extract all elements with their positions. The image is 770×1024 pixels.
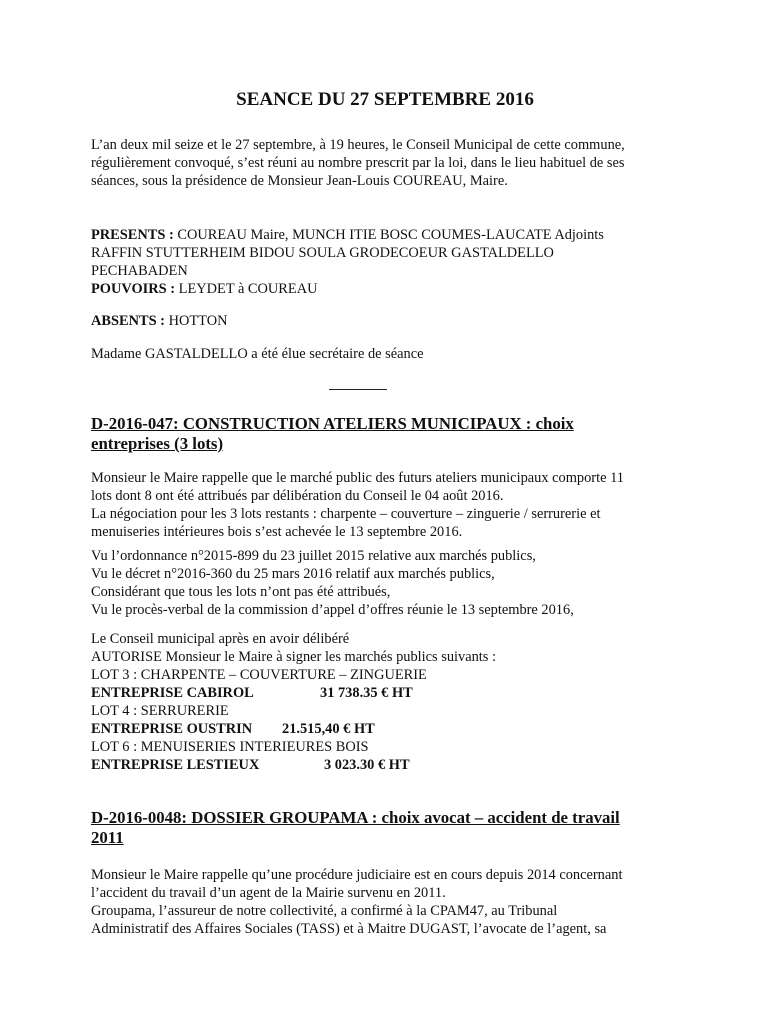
presents-line <box>91 226 751 244</box>
paragraph-line: Monsieur le Maire rappelle qu’une procédure judiciaire est en cours depuis 2014 concernant <box>91 867 623 883</box>
paragraph-line: Groupama, l’assureur de notre collectivité, a confirmé à la CPAM47, au Tribunal <box>91 903 558 919</box>
separator-rule <box>329 389 387 390</box>
presents-line: RAFFIN STUTTERHEIM BIDOU SOULA GRODECOEUR GASTALDELLO <box>91 245 554 261</box>
secretary-line: Madame GASTALDELLO a été élue secrétaire de séance <box>91 346 424 362</box>
paragraph-line: Monsieur le Maire rappelle que le marché public des futurs ateliers municipaux comporte 11 <box>91 470 624 486</box>
section2-heading-line: 2011 <box>91 828 124 847</box>
paragraph-line: menuiseries intérieures bois s’est achevée le 13 septembre 2016. <box>91 524 463 540</box>
lot4-award <box>91 720 751 738</box>
absents-label: ABSENTS : <box>91 313 165 329</box>
absents-line <box>91 312 751 330</box>
section2-heading-line: D-2016-0048: DOSSIER GROUPAMA : choix avocat – accident de travail <box>91 808 620 827</box>
paragraph-line: Administratif des Affaires Sociales (TASS) et à Maitre DUGAST, l’avocate de l’agent, sa <box>91 921 607 937</box>
lot3-label: LOT 3 : CHARPENTE – COUVERTURE – ZINGUERIE <box>91 667 427 683</box>
paragraph-line: Vu l’ordonnance n°2015-899 du 23 juillet 2015 relative aux marchés publics, <box>91 548 536 564</box>
absents-block <box>91 312 751 330</box>
section2-heading <box>91 808 731 848</box>
section1-decision <box>91 630 751 774</box>
decision-authorise: AUTORISE Monsieur le Maire à signer les marchés publics suivants : <box>91 649 496 665</box>
paragraph-line: l’accident du travail d’un agent de la Mairie survenu en 2011. <box>91 885 446 901</box>
intro-line: séances, sous la présidence de Monsieur Jean-Louis COUREAU, Maire. <box>91 173 508 189</box>
presents-block <box>91 226 751 298</box>
lot6-award <box>91 756 751 774</box>
page-title: SEANCE DU 27 SEPTEMBRE 2016 <box>236 89 534 110</box>
lot6-company: ENTREPRISE LESTIEUX <box>91 757 260 773</box>
paragraph-line: La négociation pour les 3 lots restants : charpente – couverture – zinguerie / serrurerie et <box>91 506 601 522</box>
section1-heading-line: D-2016-047: CONSTRUCTION ATELIERS MUNICIPAUX : choix <box>91 414 574 433</box>
lot3-award <box>91 684 751 702</box>
lot4-amount: 21.515,40 € HT <box>282 721 375 737</box>
presents-names: COUREAU Maire, MUNCH ITIE BOSC COUMES-LAUCATE Adjoints <box>173 227 604 243</box>
lot4-label: LOT 4 : SERRURERIE <box>91 703 229 719</box>
lot3-amount: 31 738.35 € HT <box>320 685 413 701</box>
pouvoirs-value: LEYDET à COUREAU <box>175 281 318 297</box>
lot6-amount: 3 023.30 € HT <box>324 757 410 773</box>
section1-heading <box>91 414 731 454</box>
paragraph-line: Considérant que tous les lots n’ont pas été attribués, <box>91 584 391 600</box>
section1-paragraph1 <box>91 469 751 541</box>
secretary-block <box>91 345 751 363</box>
paragraph-line: Vu le décret n°2016-360 du 25 mars 2016 relatif aux marchés publics, <box>91 566 495 582</box>
pouvoirs-line <box>91 280 751 298</box>
section1-paragraph2 <box>91 547 751 619</box>
pouvoirs-label: POUVOIRS : <box>91 281 176 297</box>
intro-line: régulièrement convoqué, s’est réuni au nombre prescrit par la loi, dans le lieu habituel de ses <box>91 155 625 171</box>
decision-intro: Le Conseil municipal après en avoir délibéré <box>91 631 350 647</box>
intro-line: L’an deux mil seize et le 27 septembre, à 19 heures, le Conseil Municipal de cette commune, <box>91 137 625 153</box>
paragraph-line: Vu le procès-verbal de la commission d’appel d’offres réunie le 13 septembre 2016, <box>91 602 574 618</box>
presents-label: PRESENTS : <box>91 227 174 243</box>
section1-heading-line: entreprises (3 lots) <box>91 434 224 453</box>
presents-line: PECHABADEN <box>91 263 188 279</box>
lot4-company: ENTREPRISE OUSTRIN <box>91 721 253 737</box>
section2-paragraph1 <box>91 866 751 938</box>
paragraph-line: lots dont 8 ont été attribués par délibération du Conseil le 04 août 2016. <box>91 488 504 504</box>
intro-paragraph <box>91 136 751 190</box>
lot3-company: ENTREPRISE CABIROL <box>91 685 254 701</box>
lot6-label: LOT 6 : MENUISERIES INTERIEURES BOIS <box>91 739 369 755</box>
absents-value: HOTTON <box>164 313 228 329</box>
